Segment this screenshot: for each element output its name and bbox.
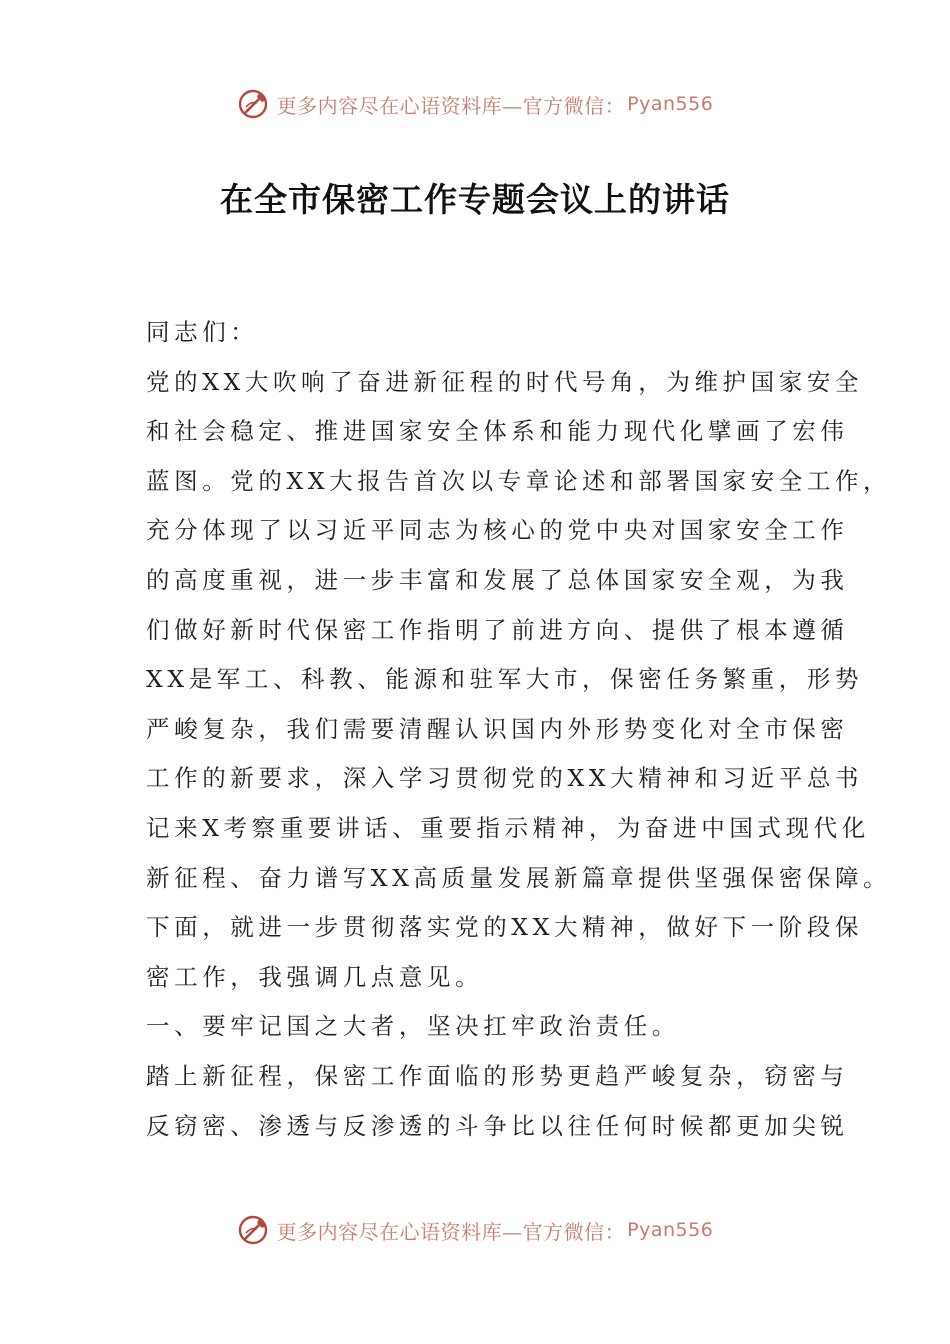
text-line: 踏上新征程，保密工作面临的形势更趋严峻复杂，窃密与 [146, 1061, 849, 1090]
header-watermark [0, 84, 950, 124]
text-line: 们做好新时代保密工作指明了前进方向、提供了根本遵循 [146, 615, 849, 644]
text-line: 同志们： [146, 318, 259, 346]
section-heading: 一、要牢记国之大者，坚决扛牢政治责任。 [146, 1012, 680, 1041]
text-line: XX是军工、科教、能源和驻军大市，保密任务繁重，形势 [146, 665, 864, 694]
pen-logo-icon [237, 87, 271, 121]
watermark-text: 更多内容尽在心语资料库—官方微信： [276, 93, 626, 118]
watermark-wechat-id: Pyan556 [627, 93, 714, 115]
text-line: 党的XX大吹响了奋进新征程的时代号角，为维护国家安全 [146, 367, 864, 396]
text-line: 密工作，我强调几点意见。 [146, 962, 484, 991]
text-line: 的高度重视，进一步丰富和发展了总体国家安全观，为我 [146, 565, 849, 594]
watermark-text: 更多内容尽在心语资料库—官方微信： [276, 1219, 626, 1244]
text-line: 充分体现了以习近平同志为核心的党中央对国家安全工作 [146, 516, 849, 545]
text-line: 工作的新要求，深入学习贯彻党的XX大精神和习近平总书 [146, 764, 864, 793]
document-body [146, 308, 892, 1151]
pen-logo-icon [237, 1213, 271, 1247]
document-title: 在全市保密工作专题会议上的讲话 [220, 180, 730, 219]
text-line: 新征程、奋力谱写XX高质量发展新篇章提供坚强保密保障。 [146, 863, 892, 892]
text-line: 反窃密、渗透与反渗透的斗争比以往任何时候都更加尖锐 [146, 1111, 849, 1140]
text-line: 记来X考察重要讲话、重要指示精神，为奋进中国式现代化 [146, 813, 870, 842]
text-line: 和社会稳定、推进国家安全体系和能力现代化擘画了宏伟 [146, 417, 849, 446]
text-line: 蓝图。党的XX大报告首次以专章论述和部署国家安全工作， [146, 466, 892, 495]
text-line: 下面，就进一步贯彻落实党的XX大精神，做好下一阶段保 [146, 913, 864, 942]
watermark-wechat-id: Pyan556 [627, 1219, 714, 1241]
footer-watermark [0, 1210, 950, 1250]
text-line: 严峻复杂，我们需要清醒认识国内外形势变化对全市保密 [146, 714, 849, 743]
